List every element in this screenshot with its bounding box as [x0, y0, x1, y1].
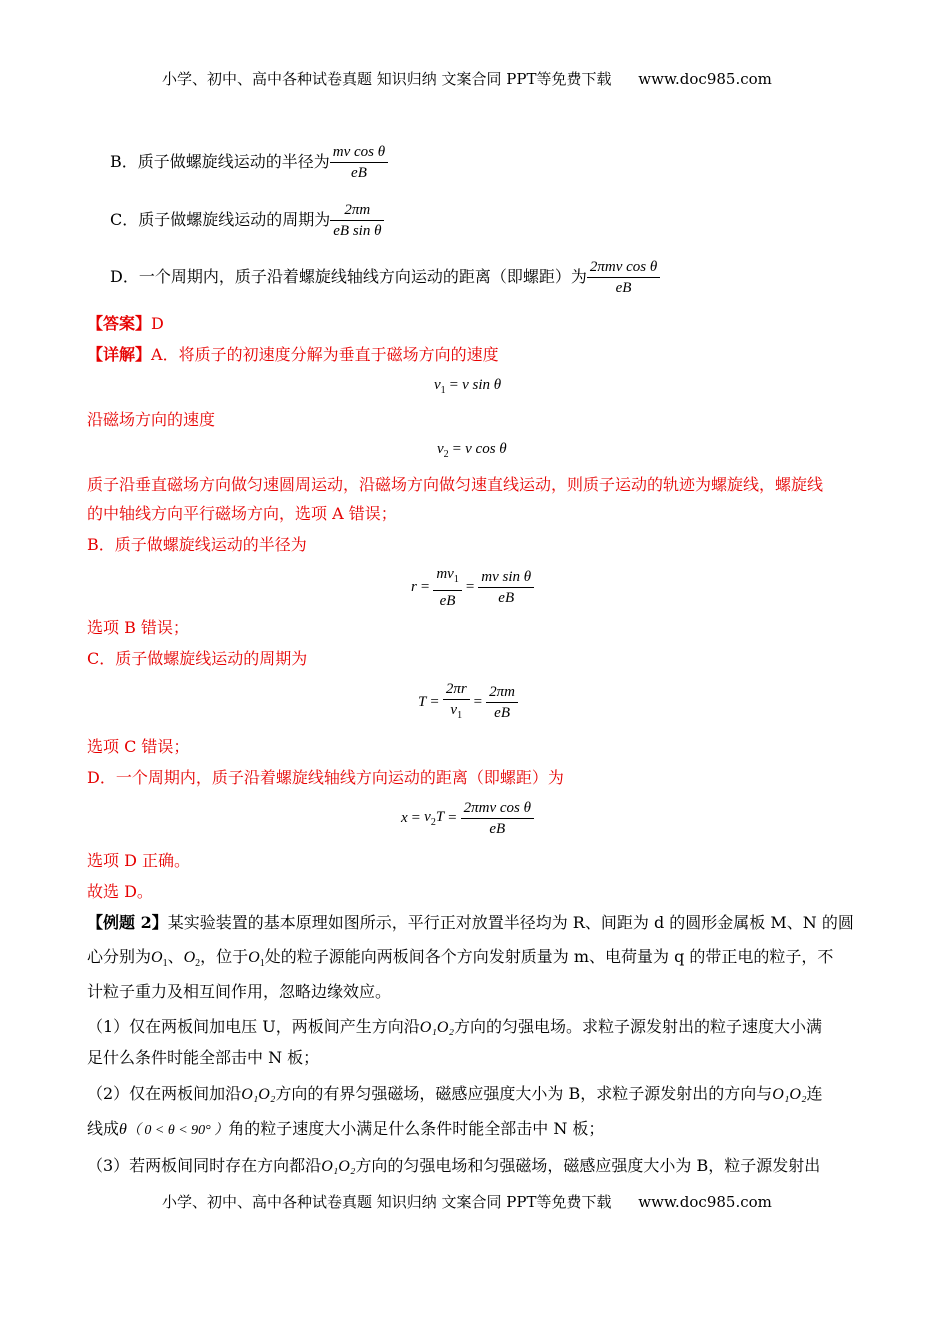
- example2-label: 【例题 2】: [87, 913, 168, 932]
- option-b: [110, 143, 388, 182]
- detail-d-intro: D．一个周期内，质子沿着螺旋线轴线方向运动的距离（即螺距）为: [87, 768, 564, 787]
- header-text: 小学、初中、高中各种试卷真题 知识归纳 文案合同 PPT等免费下载: [162, 70, 612, 88]
- detail-a-line2: 的中轴线方向平行磁场方向，选项 A 错误；: [87, 504, 397, 523]
- answer-value: D: [151, 314, 164, 333]
- question-1-cont: 足什么条件时能全部击中 N 板；: [87, 1048, 320, 1067]
- detail-b-wrong: 选项 B 错误；: [87, 618, 189, 637]
- question-1: （1）仅在两板间加电压 U，两板间产生方向沿O₁O₂方向的匀强电场。求粒子源发射出的粒子速度大小满: [87, 1017, 823, 1036]
- example2-line1: 【例题 2】某实验装置的基本原理如图所示，平行正对放置半径均为 R、间距为 d 的圆形金属板 M、N 的圆: [87, 913, 854, 932]
- option-d-formula: $\frac{\text{2πmv cos θ}}{eB}$: [587, 258, 660, 297]
- detail-along: 沿磁场方向的速度: [87, 410, 216, 429]
- detail-label: 【详解】: [87, 345, 152, 364]
- detail-c-intro: C．质子做螺旋线运动的周期为: [87, 649, 308, 668]
- example2-line3: 计粒子重力及相互间作用，忽略边缘效应。: [87, 982, 392, 1001]
- equation-radius: r = $\frac{mv_1}{eB}$ = $\frac{\text{mv sin θ}}{eB}$: [411, 565, 534, 610]
- page-footer: [162, 1191, 772, 1212]
- header-site: www.doc985.com: [638, 70, 772, 88]
- detail-choose: 故选 D。: [87, 882, 153, 901]
- answer: [87, 313, 164, 335]
- equation-pitch: $x = v_2T$ = $\frac{\text{2πmv cos θ}}{eB}$: [401, 799, 534, 838]
- option-b-formula: $\frac{\text{mv cos θ}}{eB}$: [330, 143, 388, 182]
- answer-label: 【答案】: [87, 314, 152, 333]
- equation-period: T = $\frac{2\pi r}{v_1}$ = $\frac{2\pi m}{eB}$: [418, 680, 518, 725]
- question-2-cont: 线成θ（ 0 < θ < 90° ）角的粒子速度大小满足什么条件时能全部击中 N 板；: [87, 1119, 605, 1138]
- option-d-text: D．一个周期内，质子沿着螺旋线轴线方向运动的距离（即螺距）为: [110, 267, 587, 286]
- option-c-formula: $\frac{2\pi m}{\text{eB sin θ}}$: [330, 201, 384, 240]
- page-header: [162, 68, 772, 89]
- equation-v2: $v_2 = v$ cos θ: [437, 441, 507, 460]
- question-2: （2）仅在两板间加沿O₁O₂方向的有界匀强磁场，磁感应强度大小为 B，求粒子源发射出的方向与O₁O₂连: [87, 1084, 823, 1103]
- detail-b-intro: B．质子做螺旋线运动的半径为: [87, 535, 307, 554]
- detail-a-line1: 质子沿垂直磁场方向做匀速圆周运动，沿磁场方向做匀速直线运动，则质子运动的轨迹为螺旋线，螺旋线: [87, 475, 824, 494]
- detail-a-intro: 【详解】A．将质子的初速度分解为垂直于磁场方向的速度: [87, 345, 499, 364]
- option-d: [110, 258, 660, 297]
- footer-text: 小学、初中、高中各种试卷真题 知识归纳 文案合同 PPT等免费下载: [162, 1193, 612, 1211]
- detail-d-right: 选项 D 正确。: [87, 851, 191, 870]
- option-c: [110, 201, 384, 240]
- question-3: （3）若两板间同时存在方向都沿O₁O₂方向的匀强电场和匀强磁场，磁感应强度大小为 B，粒子源发射出: [87, 1156, 821, 1175]
- option-c-text: C．质子做螺旋线运动的周期为: [110, 210, 331, 229]
- detail-c-wrong: 选项 C 错误；: [87, 737, 190, 756]
- footer-site: www.doc985.com: [638, 1193, 772, 1211]
- equation-v1: $v_1 = v$ sin θ: [434, 377, 502, 396]
- example2-line2: 心分别为$O_1$、$O_2$，位于$O_1$处的粒子源能向两板间各个方向发射质量为 m、电荷量为 q 的带正电的粒子，不: [87, 947, 834, 969]
- option-b-text: B．质子做螺旋线运动的半径为: [110, 152, 330, 171]
